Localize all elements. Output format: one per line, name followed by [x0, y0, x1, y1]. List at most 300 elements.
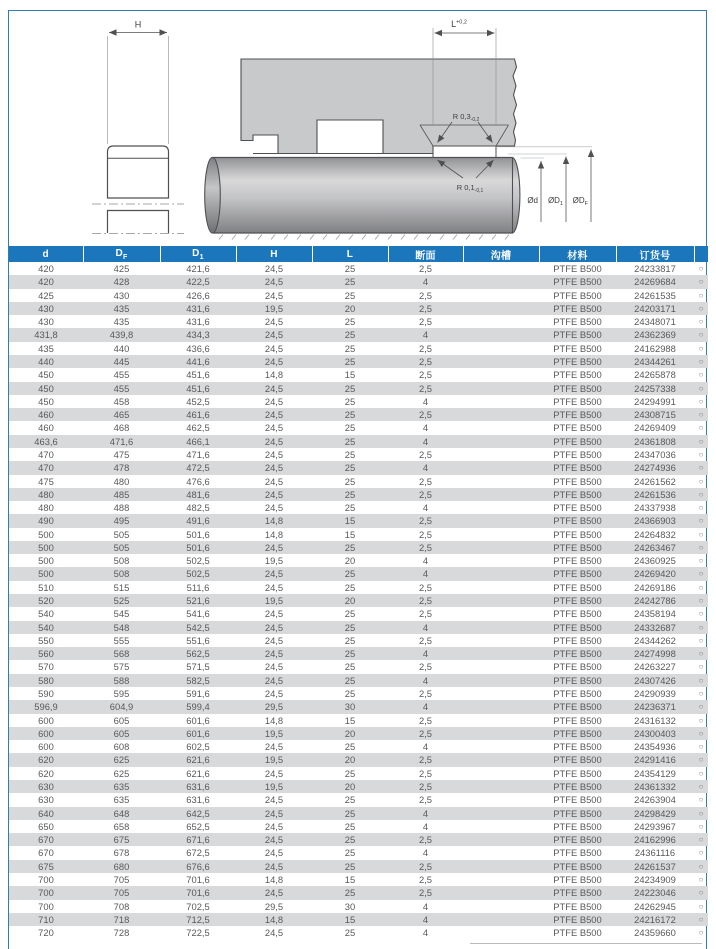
cell-material: PTFE B500 [553, 608, 602, 620]
table-row [9, 886, 708, 899]
dia-d1-subscript: 1 [559, 201, 563, 207]
cell-cross-section: 4 [388, 807, 463, 820]
cell-cross-section: 2,5 [388, 382, 463, 395]
cell-df: 465 [83, 408, 160, 421]
cell-d: 420 [9, 275, 83, 288]
cell-groove [463, 594, 539, 607]
cell-order-number: 24307426 [616, 674, 694, 687]
cell-groove [463, 714, 539, 727]
cell-h: 24,5 [236, 382, 312, 395]
cell-order-number: 24359660 [634, 927, 676, 939]
cell-order-number: 24269420 [616, 567, 694, 580]
cell-df: 608 [113, 741, 130, 753]
table-row [9, 289, 708, 302]
cell-l: 25 [312, 674, 388, 687]
cell-availability: ○ [694, 727, 708, 740]
cell-availability: ○ [698, 503, 704, 513]
cell-l: 30 [344, 900, 356, 912]
cell-groove [463, 607, 539, 620]
cell-material: PTFE B500 [553, 820, 602, 832]
table-row [9, 740, 708, 753]
cell-df: 605 [83, 727, 160, 740]
cell-availability: ○ [698, 715, 704, 725]
drawing-area [8, 10, 709, 246]
cell-groove [463, 342, 539, 355]
technical-drawing [8, 10, 709, 246]
cell-availability: ○ [698, 768, 704, 778]
cell-l: 25 [344, 475, 356, 487]
cell-order-number: 24269409 [634, 422, 676, 434]
table-row [9, 567, 708, 580]
cell-material: PTFE B500 [539, 355, 616, 368]
cell-order-number: 24265878 [634, 369, 676, 381]
cell-material: PTFE B500 [553, 289, 602, 301]
cell-material: PTFE B500 [553, 873, 602, 885]
cell-material: PTFE B500 [539, 886, 616, 899]
cell-availability: ○ [694, 886, 708, 899]
cell-d: 710 [9, 913, 83, 926]
cell-df: 515 [113, 581, 130, 593]
cell-cross-section: 4 [422, 847, 429, 859]
cell-l: 25 [344, 502, 356, 514]
cell-d: 460 [9, 408, 83, 421]
cell-d: 560 [9, 647, 83, 660]
table-row [9, 607, 708, 620]
cell-groove [463, 700, 539, 713]
cell-cross-section: 2,5 [388, 886, 463, 899]
dia-df-label: ØD [572, 196, 585, 205]
cell-cross-section: 4 [422, 395, 429, 407]
cell-d1: 471,6 [186, 448, 210, 460]
table-row [9, 780, 708, 793]
cell-order-number: 24261536 [616, 488, 694, 501]
cell-d1: 621,6 [186, 767, 210, 779]
cell-d: 720 [38, 927, 54, 939]
cell-l: 25 [312, 275, 388, 288]
cell-order-number: 24274998 [616, 647, 694, 660]
cell-d: 590 [38, 688, 54, 699]
cell-order-number: 24358194 [634, 608, 676, 620]
cell-d: 420 [38, 263, 54, 274]
cell-l: 15 [312, 514, 388, 527]
cell-h: 24,5 [236, 488, 312, 501]
cell-cross-section: 2,5 [418, 661, 433, 673]
cell-groove [463, 262, 539, 275]
cell-material: PTFE B500 [539, 621, 616, 634]
cell-l: 25 [344, 342, 356, 354]
cell-groove [463, 554, 539, 567]
cell-h: 19,5 [236, 780, 312, 793]
cell-material: PTFE B500 [539, 753, 616, 766]
cell-availability: ○ [698, 370, 704, 380]
cell-d1: 672,5 [186, 847, 210, 859]
svg-text:ØD1 [548, 196, 563, 207]
cell-h: 19,5 [236, 594, 312, 607]
cell-availability: ○ [694, 807, 708, 820]
cell-d1: 631,6 [186, 794, 210, 806]
table-row [9, 461, 708, 474]
cell-order-number: 24361332 [616, 780, 694, 793]
cell-material: PTFE B500 [553, 661, 602, 673]
cell-h: 14,8 [264, 528, 284, 540]
cell-cross-section: 2,5 [418, 369, 433, 381]
cell-availability: ○ [694, 674, 708, 687]
cell-d: 630 [9, 780, 83, 793]
seal-ring-section [92, 20, 184, 234]
cell-df: 548 [83, 621, 160, 634]
cell-material: PTFE B500 [539, 461, 616, 474]
cell-cross-section: 2,5 [388, 780, 463, 793]
cell-availability: ○ [698, 317, 704, 327]
table-row [9, 315, 708, 328]
col-header-order-number: 订货号 [616, 246, 694, 262]
next-row-hint-line [470, 943, 702, 944]
cell-groove [463, 753, 539, 766]
cell-df: 425 [113, 263, 130, 274]
cell-availability: ○ [698, 795, 704, 805]
cell-l: 15 [312, 913, 388, 926]
cell-availability: ○ [694, 408, 708, 421]
cell-df: 648 [83, 807, 160, 820]
cell-l: 20 [312, 753, 388, 766]
cell-cross-section: 2,5 [418, 767, 433, 779]
cell-material: PTFE B500 [553, 316, 602, 328]
cell-df: 430 [113, 289, 130, 301]
cell-availability: ○ [694, 913, 708, 926]
cell-availability: ○ [698, 635, 704, 645]
dim-l-label: L [451, 19, 457, 29]
cell-d1: 482,5 [186, 502, 210, 514]
cell-material: PTFE B500 [553, 847, 602, 859]
cell-groove [463, 900, 539, 913]
cell-order-number: 24274936 [616, 461, 694, 474]
cell-df: 728 [113, 927, 130, 939]
cell-material: PTFE B500 [553, 581, 602, 593]
cell-l: 25 [312, 408, 388, 421]
cell-d: 520 [9, 594, 83, 607]
cell-availability: ○ [694, 488, 708, 501]
cell-material: PTFE B500 [553, 794, 602, 806]
cell-order-number: 24344262 [634, 634, 676, 646]
cell-d: 440 [9, 355, 83, 368]
table-row [9, 926, 708, 939]
cell-h: 19,5 [264, 555, 284, 567]
table-row [9, 727, 708, 740]
cell-l: 25 [312, 435, 388, 448]
cell-order-number: 24361116 [634, 847, 676, 859]
cell-d1: 434,3 [160, 328, 236, 341]
cell-d: 620 [38, 767, 54, 779]
cell-cross-section: 4 [388, 621, 463, 634]
cell-df: 625 [113, 767, 130, 779]
cell-cross-section: 4 [388, 567, 463, 580]
cell-availability: ○ [698, 609, 704, 619]
cell-h: 24,5 [264, 608, 284, 620]
cell-d: 600 [38, 741, 54, 753]
cell-groove [463, 833, 539, 846]
cell-df: 495 [83, 514, 160, 527]
table-row [9, 594, 708, 607]
cell-availability: ○ [698, 423, 704, 433]
cell-order-number: 24298429 [616, 807, 694, 820]
cell-h: 24,5 [264, 289, 284, 301]
cell-df: 439,8 [83, 328, 160, 341]
cell-l: 25 [344, 608, 356, 620]
cell-groove [463, 767, 539, 780]
cell-d1: 502,5 [186, 555, 210, 567]
table-row [9, 860, 708, 873]
cell-d: 430 [38, 316, 54, 328]
cell-material: PTFE B500 [539, 567, 616, 580]
table-row [9, 687, 708, 700]
cell-material: PTFE B500 [539, 860, 616, 873]
cell-groove [463, 926, 539, 939]
cell-availability: ○ [694, 355, 708, 368]
cell-l: 15 [344, 528, 356, 540]
cell-order-number: 24269186 [634, 581, 676, 593]
table-row [9, 302, 708, 315]
cell-d1: 601,6 [160, 727, 236, 740]
cell-h: 24,5 [264, 741, 284, 753]
table-row [9, 475, 708, 488]
dimension-table [9, 246, 708, 939]
cell-d: 570 [38, 661, 54, 673]
cell-d: 450 [38, 369, 54, 381]
cell-groove [463, 475, 539, 488]
cell-d1: 602,5 [186, 741, 210, 753]
cell-df: 468 [113, 422, 130, 434]
cell-d: 500 [38, 555, 54, 567]
cell-l: 25 [344, 289, 356, 301]
cell-availability: ○ [694, 647, 708, 660]
cell-cross-section: 2,5 [388, 355, 463, 368]
cell-material: PTFE B500 [553, 688, 602, 699]
cell-l: 25 [344, 581, 356, 593]
cell-h: 24,5 [236, 435, 312, 448]
cell-h: 24,5 [236, 860, 312, 873]
cell-l: 25 [312, 621, 388, 634]
table-row [9, 700, 708, 713]
cell-l: 15 [344, 873, 356, 885]
cell-l: 20 [312, 594, 388, 607]
cell-cross-section: 4 [422, 555, 429, 567]
col-header-d: d [9, 246, 83, 262]
table-body [9, 262, 708, 939]
cell-material: PTFE B500 [553, 263, 602, 274]
cell-d: 700 [38, 900, 54, 912]
cell-h: 24,5 [264, 634, 284, 646]
cell-d1: 502,5 [160, 567, 236, 580]
cell-cross-section: 4 [422, 927, 429, 939]
cell-df: 508 [113, 555, 130, 567]
cell-l: 25 [312, 567, 388, 580]
cell-order-number: 24233817 [634, 263, 676, 274]
cell-groove [463, 289, 539, 302]
cell-availability: ○ [698, 742, 704, 752]
cell-material: PTFE B500 [553, 714, 602, 726]
cell-groove [463, 581, 539, 594]
cell-material: PTFE B500 [553, 900, 602, 912]
cell-groove [463, 461, 539, 474]
cell-d: 620 [9, 753, 83, 766]
cell-material: PTFE B500 [539, 780, 616, 793]
cell-material: PTFE B500 [553, 369, 602, 381]
cell-df: 625 [83, 753, 160, 766]
cell-order-number: 24257338 [616, 382, 694, 395]
cell-d1: 451,6 [186, 369, 210, 381]
cell-h: 24,5 [264, 422, 284, 434]
cell-d: 700 [9, 886, 83, 899]
cell-groove [463, 727, 539, 740]
cell-d: 430 [9, 302, 83, 315]
cell-cross-section: 4 [388, 647, 463, 660]
cell-l: 25 [344, 767, 356, 779]
cell-groove [463, 780, 539, 793]
table-row [9, 448, 708, 461]
cell-h: 24,5 [264, 448, 284, 460]
cell-order-number: 24242786 [616, 594, 694, 607]
cell-material: PTFE B500 [539, 514, 616, 527]
cell-cross-section: 2,5 [418, 581, 433, 593]
cell-df: 680 [83, 860, 160, 873]
cell-d: 470 [38, 448, 54, 460]
cell-availability: ○ [694, 780, 708, 793]
cell-l: 20 [312, 727, 388, 740]
col-header-d1: $D_1$ [160, 246, 236, 262]
cell-material: PTFE B500 [539, 408, 616, 421]
cell-order-number: 24290939 [634, 688, 676, 699]
cell-groove [463, 740, 539, 753]
cell-availability: ○ [698, 582, 704, 592]
cell-d: 600 [38, 714, 54, 726]
cell-availability: ○ [698, 848, 704, 858]
cell-l: 25 [344, 794, 356, 806]
cell-cross-section: 2,5 [388, 727, 463, 740]
cell-h: 24,5 [264, 661, 284, 673]
cell-d1: 571,5 [186, 661, 210, 673]
cell-order-number: 24354936 [634, 741, 676, 753]
cell-d1: 671,6 [160, 833, 236, 846]
cell-h: 24,5 [264, 847, 284, 859]
cell-d: 490 [9, 514, 83, 527]
table-row [9, 753, 708, 766]
cell-df: 568 [83, 647, 160, 660]
cell-df: 435 [113, 316, 130, 328]
cell-h: 24,5 [236, 833, 312, 846]
cell-d: 670 [9, 833, 83, 846]
cell-l: 25 [344, 847, 356, 859]
cell-d1: 426,6 [186, 289, 210, 301]
cell-h: 24,5 [264, 502, 284, 514]
dim-h-label: H [134, 19, 142, 30]
cell-order-number: 24269684 [616, 275, 694, 288]
cell-d: 500 [9, 541, 83, 554]
cell-h: 24,5 [236, 567, 312, 580]
cell-material: PTFE B500 [539, 302, 616, 315]
cell-cross-section: 2,5 [418, 342, 433, 354]
cell-l: 15 [344, 369, 356, 381]
cell-h: 14,8 [236, 514, 312, 527]
table-row [9, 820, 708, 833]
r-inner-label: R 0,1 [456, 183, 475, 192]
r-inner-tolerance: -0,1 [474, 188, 484, 194]
cell-d1: 451,6 [160, 382, 236, 395]
table-row [9, 368, 708, 381]
cell-df: 435 [83, 302, 160, 315]
cell-l: 25 [312, 382, 388, 395]
cell-material: PTFE B500 [553, 741, 602, 753]
cell-groove [463, 807, 539, 820]
cell-l: 25 [344, 661, 356, 673]
table-row [9, 807, 708, 820]
cell-df: 675 [83, 833, 160, 846]
cell-order-number: 24261537 [616, 860, 694, 873]
cell-l: 20 [344, 555, 356, 567]
cell-groove [463, 820, 539, 833]
col-header-material: 材料 [539, 246, 616, 262]
ground-hatching [219, 235, 509, 240]
cell-df: 445 [83, 355, 160, 368]
cell-order-number: 24362369 [616, 328, 694, 341]
cell-material: PTFE B500 [539, 435, 616, 448]
cell-d: 450 [9, 382, 83, 395]
cell-groove [463, 448, 539, 461]
cell-d1: 466,1 [160, 435, 236, 448]
cell-df: 718 [83, 913, 160, 926]
table-row [9, 554, 708, 567]
cell-groove [463, 634, 539, 647]
cell-h: 24,5 [236, 275, 312, 288]
cell-order-number: 24261535 [634, 289, 676, 301]
cell-l: 25 [312, 833, 388, 846]
table-row [9, 488, 708, 501]
cell-h: 24,5 [236, 674, 312, 687]
cell-df: 455 [113, 369, 130, 381]
cell-cross-section: 4 [388, 435, 463, 448]
cell-material: PTFE B500 [553, 475, 602, 487]
cell-groove [463, 793, 539, 806]
cell-cross-section: 2,5 [418, 475, 433, 487]
cell-availability: ○ [694, 567, 708, 580]
cell-order-number: 24361808 [616, 435, 694, 448]
cell-groove [463, 435, 539, 448]
cell-d: 435 [38, 342, 54, 354]
cell-availability: ○ [694, 302, 708, 315]
cell-d: 450 [38, 395, 54, 407]
cell-availability: ○ [694, 700, 708, 713]
dim-l-tolerance: +0,2 [456, 19, 467, 26]
cell-d: 640 [9, 807, 83, 820]
table-row [9, 660, 708, 673]
cell-groove [463, 541, 539, 554]
cell-d1: 472,5 [160, 461, 236, 474]
cell-d1: 591,6 [186, 688, 210, 699]
cell-df: 705 [83, 886, 160, 899]
cell-cross-section: 4 [388, 275, 463, 288]
cell-cross-section: 4 [388, 461, 463, 474]
cell-availability: ○ [694, 594, 708, 607]
cell-l: 25 [312, 355, 388, 368]
cell-df: 475 [113, 448, 130, 460]
cell-d1: 431,6 [186, 316, 210, 328]
cell-d: 470 [9, 461, 83, 474]
cell-df: 525 [83, 594, 160, 607]
table-row [9, 421, 708, 434]
cell-availability: ○ [694, 514, 708, 527]
cell-order-number: 24162988 [634, 342, 676, 354]
table-row [9, 833, 708, 846]
cell-l: 25 [344, 634, 356, 646]
